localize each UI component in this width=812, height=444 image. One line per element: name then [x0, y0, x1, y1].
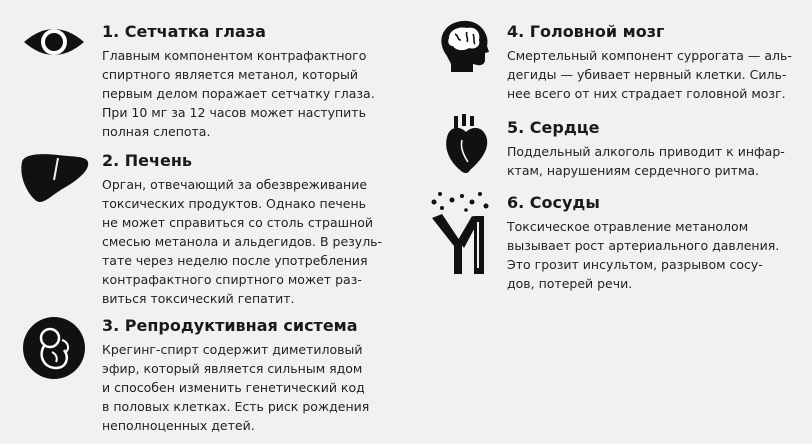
section-title: 3. Репродуктивная система — [102, 316, 358, 335]
fetus-icon — [22, 316, 86, 380]
section-vessels — [507, 193, 779, 293]
section-title: 5. Сердце — [507, 118, 600, 137]
section-text: Главным компонентом контрафактного спиртного является метанол, который первым делом поражает сетчатку глаза. При 10 мг за 12 часов может наступить полная слепота. — [102, 48, 375, 139]
section-text: Орган, отвечающий за обезвреживание токсических продуктов. Однако печень не может справиться со столь страшной смесью метанола и альдегидов. В резуль- тате через неделю после употребления контрафактного спиртного может раз- виться токсический гепатит. — [102, 177, 383, 306]
section-heart — [507, 118, 785, 180]
eye-icon — [22, 22, 86, 62]
section-title: 6. Сосуды — [507, 193, 600, 212]
section-text: Поддельный алкоголь приводит к инфар- ктам, нарушениям сердечного ритма. — [507, 144, 785, 178]
liver-icon — [18, 150, 90, 206]
section-title: 1. Сетчатка глаза — [102, 22, 266, 41]
section-title: 2. Печень — [102, 151, 193, 170]
section-text: Смертельный компонент суррогата — аль- дегиды — убивает нервный клетки. Силь- нее всего от них страдает головной мозг. — [507, 48, 792, 101]
section-reproductive — [102, 316, 369, 435]
section-liver — [102, 151, 382, 308]
section-text: Токсическое отравление метанолом вызывает рост артериального давления. Это грозит инсультом, разрывом сосу- дов, потерей речи. — [507, 219, 780, 291]
heart-icon — [438, 112, 494, 176]
vessels-icon — [428, 190, 496, 276]
section-title: 4. Головной мозг — [507, 22, 665, 41]
section-retina — [102, 22, 375, 141]
section-text: Крегинг-спирт содержит диметиловый эфир, который является сильным ядом и способен изменить генетический код в половых клетках. Есть риск рождения неполноценных детей. — [102, 342, 370, 433]
section-brain — [507, 22, 792, 103]
brain-head-icon — [435, 16, 493, 74]
